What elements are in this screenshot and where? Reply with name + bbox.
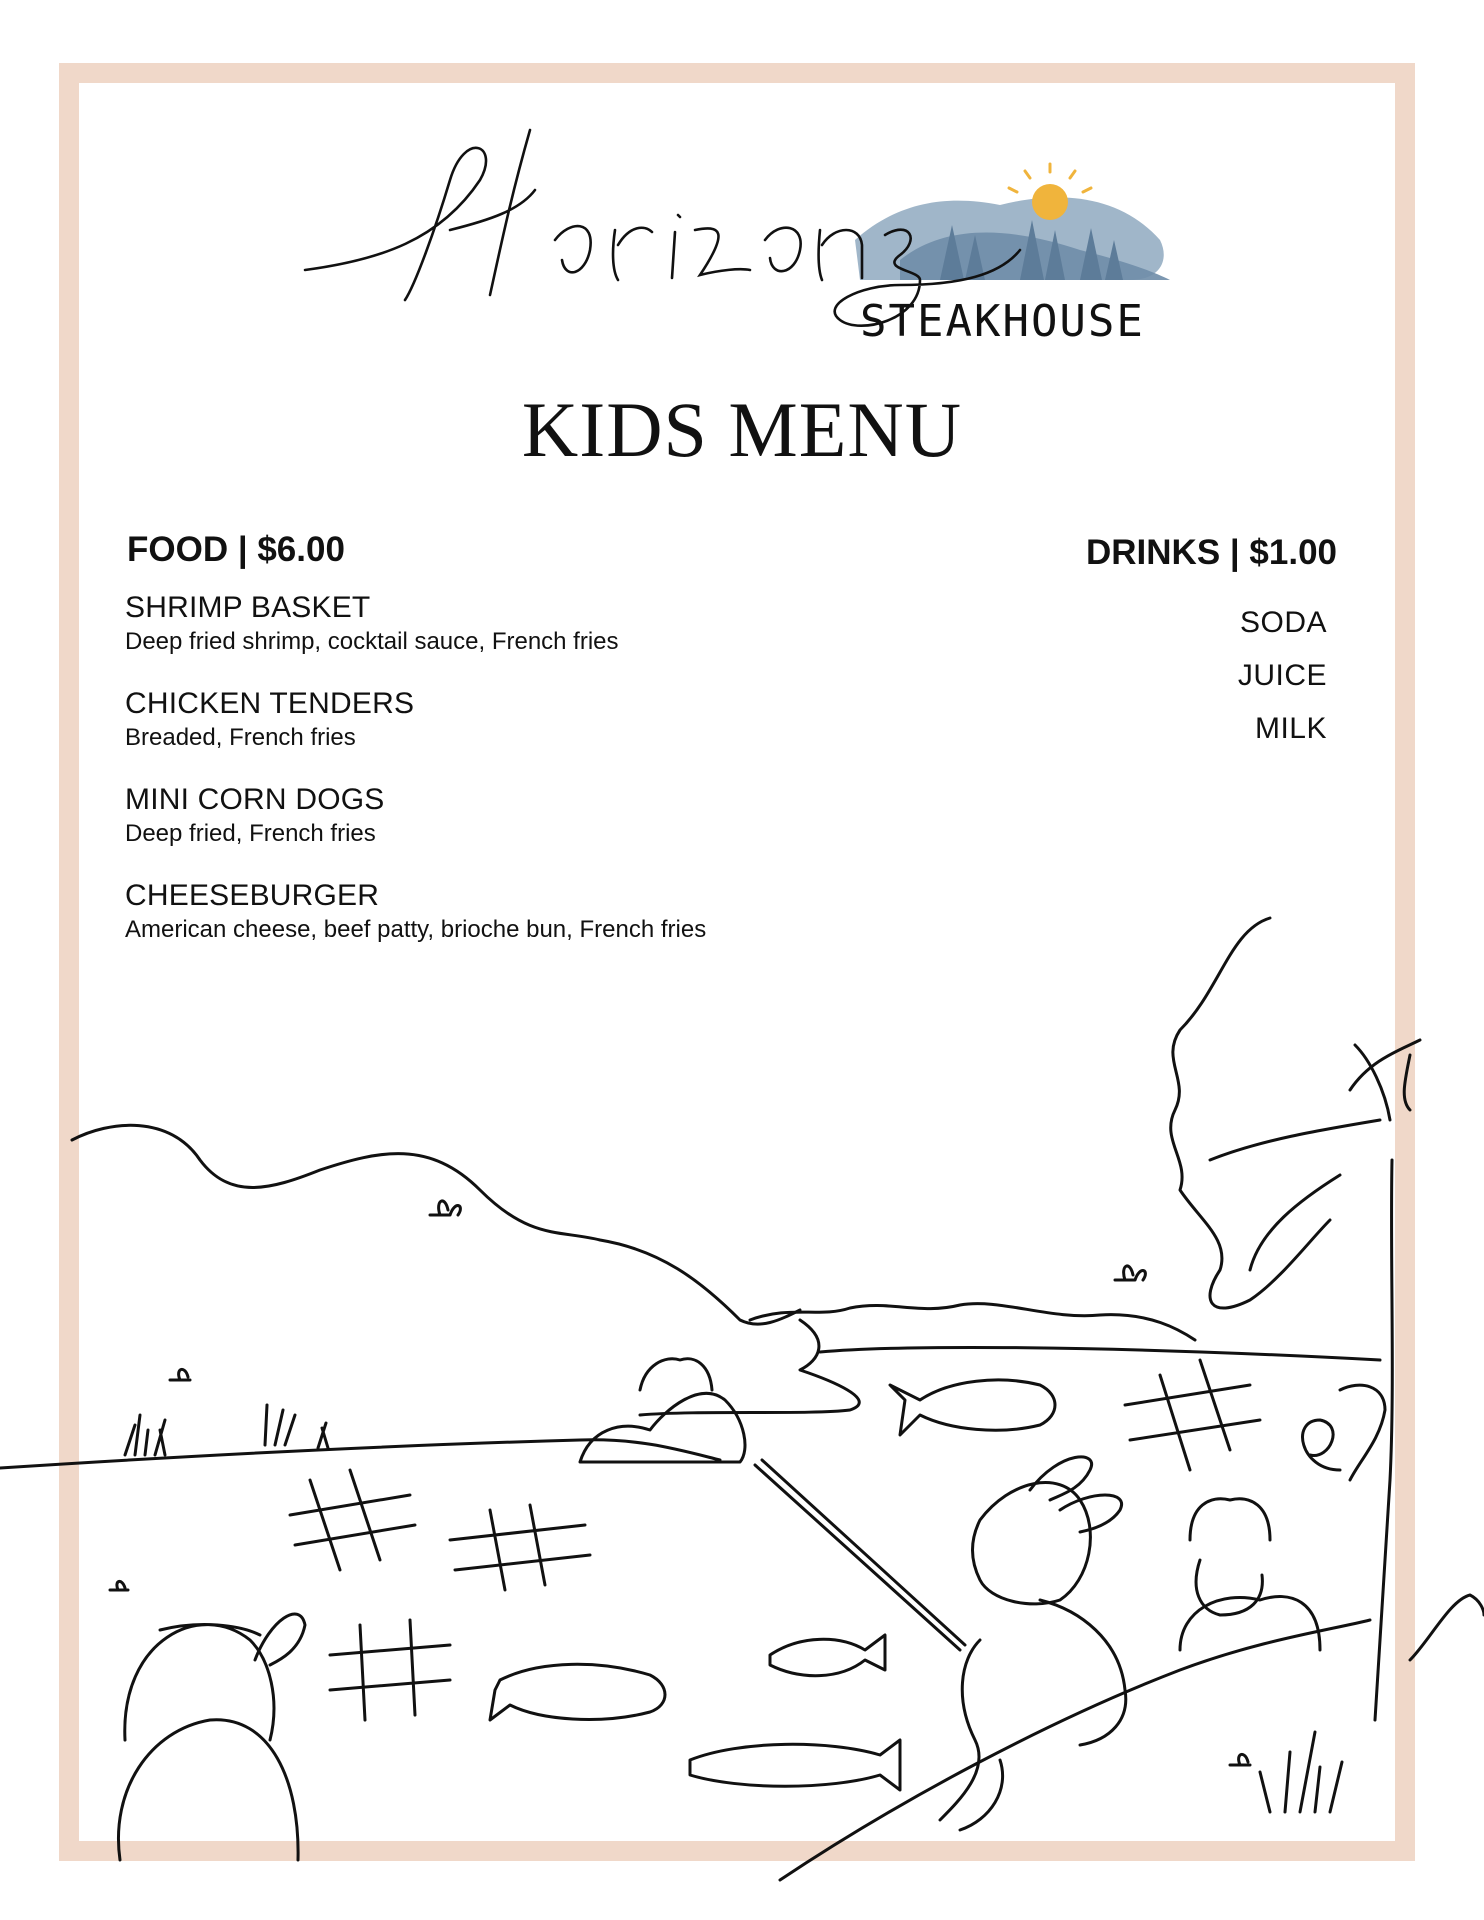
lake-edge xyxy=(820,1347,1380,1360)
food-item-description: Deep fried, French fries xyxy=(125,820,376,847)
fish-drawing xyxy=(890,1380,1055,1435)
drinks-list xyxy=(1238,596,1327,755)
tree-trunk xyxy=(1375,1160,1392,1720)
drink-item: JUICE xyxy=(1237,659,1327,692)
branch-squiggle xyxy=(1410,1595,1484,1660)
food-item-description: Breaded, French fries xyxy=(125,724,356,751)
dragonfly-drawing xyxy=(1115,1266,1145,1280)
drink-item: SODA xyxy=(1239,606,1327,639)
logo-subtitle: STEAKHOUSE xyxy=(860,296,1145,347)
grass-tuft xyxy=(1260,1732,1342,1812)
dragonfly-drawing xyxy=(110,1581,128,1590)
grass-tuft xyxy=(125,1415,165,1455)
frog-drawing xyxy=(640,1359,712,1390)
food-item-description: Deep fried shrimp, cocktail sauce, French fries xyxy=(125,628,619,655)
logo xyxy=(300,120,1200,350)
list-item xyxy=(125,782,945,850)
fish-drawing xyxy=(770,1635,885,1676)
fish-drawing xyxy=(690,1740,900,1790)
dragonfly-drawing xyxy=(1230,1754,1250,1765)
fish-drawing xyxy=(490,1664,665,1720)
grass-tuft xyxy=(265,1405,328,1448)
food-heading: FOOD | $6.00 xyxy=(127,530,345,569)
coloring-illustration xyxy=(0,900,1484,1920)
hill-outline xyxy=(72,1125,800,1324)
tree-branch xyxy=(1210,1040,1420,1160)
tic-tac-toe-grid xyxy=(450,1505,590,1590)
tic-tac-toe-grid xyxy=(330,1620,450,1720)
hill-outline xyxy=(780,1620,1370,1880)
drinks-heading: DRINKS | $1.00 xyxy=(1086,533,1337,572)
food-item-description: American cheese, beef patty, brioche bun, French fries xyxy=(125,916,707,943)
drink-item: MILK xyxy=(1254,712,1327,745)
food-item-name: CHEESEBURGER xyxy=(125,879,380,912)
character-drawing xyxy=(940,1457,1126,1830)
tic-tac-toe-grid xyxy=(290,1470,415,1570)
list-item xyxy=(125,590,945,658)
ground-line xyxy=(0,1440,720,1468)
page-title: KIDS MENU xyxy=(521,386,963,473)
dragonfly-drawing xyxy=(170,1369,190,1380)
tree-outline xyxy=(1171,918,1330,1308)
food-item-name: SHRIMP BASKET xyxy=(125,591,371,624)
lake-front xyxy=(640,1320,859,1415)
tic-tac-toe-grid xyxy=(1125,1360,1260,1470)
list-item xyxy=(125,686,945,754)
boulder xyxy=(1180,1597,1320,1650)
dragonfly-drawing xyxy=(430,1201,460,1215)
food-item-name: MINI CORN DOGS xyxy=(125,783,385,816)
fishing-rod xyxy=(755,1460,965,1650)
squirrel-drawing xyxy=(1303,1385,1385,1480)
rock xyxy=(580,1393,745,1462)
food-item-name: CHICKEN TENDERS xyxy=(125,687,415,720)
